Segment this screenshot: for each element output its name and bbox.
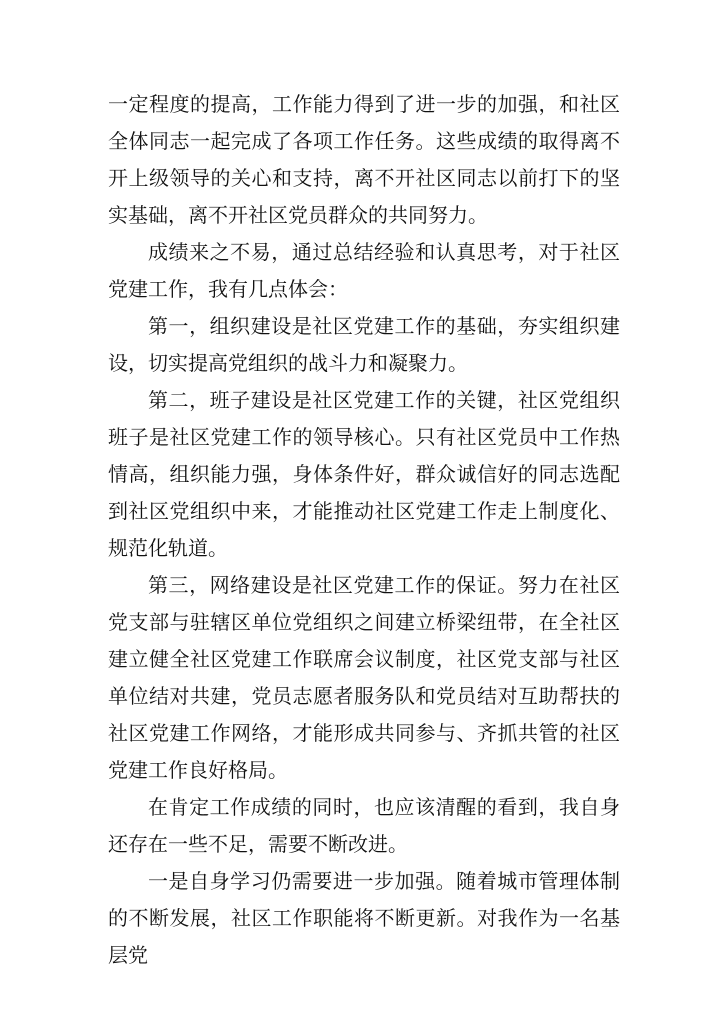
paragraph-5: 第三，网络建设是社区党建工作的保证。努力在社区党支部与驻辖区单位党组织之间建立桥梁纽带，在全社区建立健全社区党建工作联席会议制度，社区党支部与社区单位结对共建，党员志愿者服务队和党员结对互助帮扶的社区党建工作网络，才能形成共同参与、齐抓共管的社区党建工作良好格局。 <box>108 573 620 782</box>
paragraph-1: 一定程度的提高，工作能力得到了进一步的加强，和社区全体同志一起完成了各项工作任务。这些成绩的取得离不开上级领导的关心和支持，离不开社区同志以前打下的坚实基础，离不开社区党员群众的共同努力。 <box>108 92 620 227</box>
paragraph-3: 第一，组织建设是社区党建工作的基础，夯实组织建设，切实提高党组织的战斗力和凝聚力。 <box>108 314 620 375</box>
paragraph-7: 一是自身学习仍需要进一步加强。随着城市管理体制的不断发展，社区工作职能将不断更新。对我作为一名基层党 <box>108 869 620 967</box>
paragraph-2: 成绩来之不易，通过总结经验和认真思考，对于社区党建工作，我有几点体会： <box>108 240 620 301</box>
paragraph-4: 第二，班子建设是社区党建工作的关键，社区党组织班子是社区党建工作的领导核心。只有社区党员中工作热情高，组织能力强，身体条件好，群众诚信好的同志选配到社区党组织中来，才能推动社区党建工作走上制度化、规范化轨道。 <box>108 388 620 560</box>
paragraph-6: 在肯定工作成绩的同时，也应该清醒的看到，我自身还存在一些不足，需要不断改进。 <box>108 795 620 856</box>
document-body <box>108 86 620 974</box>
